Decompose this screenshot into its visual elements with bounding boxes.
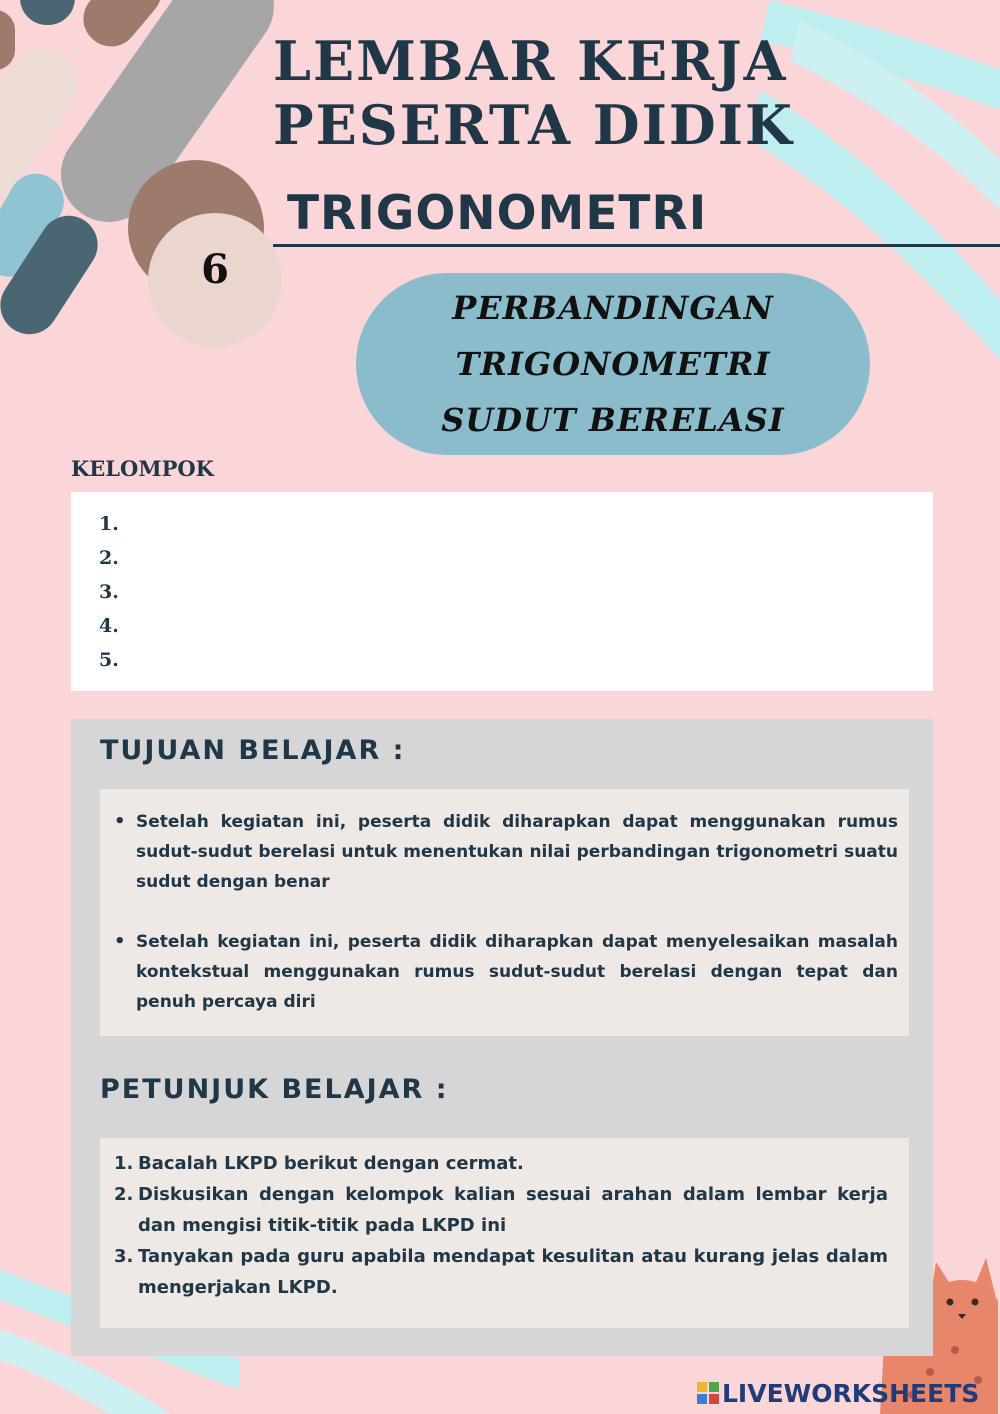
worksheet-number: 6 [201, 246, 229, 293]
group-member-2[interactable]: 2. [99, 547, 119, 569]
instruction-text: Diskusikan dengan kelompok kalian sesuai arahan dalam lembar kerja dan mengisi titik-titik pada LKPD ini [138, 1184, 888, 1236]
instruction-item [114, 1179, 888, 1241]
group-member-1[interactable]: 1. [99, 513, 119, 535]
group-member-5[interactable]: 5. [99, 649, 119, 671]
learning-goals-box [100, 789, 909, 1036]
group-members-box [71, 492, 933, 691]
group-members-list [99, 507, 119, 677]
instruction-item [114, 1148, 888, 1179]
group-member-4[interactable]: 4. [99, 615, 119, 637]
instruction-text: Bacalah LKPD berikut dengan cermat. [138, 1153, 524, 1174]
liveworksheets-mark-icon [697, 1382, 719, 1404]
instruction-number: 1. [114, 1153, 134, 1174]
instruction-number: 3. [114, 1246, 134, 1267]
instruction-text: Tanyakan pada guru apabila mendapat kesulitan atau kurang jelas dalam mengerjakan LKPD. [138, 1246, 888, 1298]
liveworksheets-wordmark: LIVEWORKSHEETS [722, 1378, 980, 1408]
subject-title: TRIGONOMETRI [287, 186, 708, 241]
title-line-2: PESERTA DIDIK [273, 93, 794, 157]
brush-stroke-brown-left [0, 10, 15, 70]
learning-goal-text: Setelah kegiatan ini, peserta didik diharapkan dapat menyelesaikan masalah kontekstual menggunakan rumus sudut-sudut berelasi dengan tepat dan penuh percaya diri [136, 932, 898, 1012]
instructions-heading: PETUNJUK BELAJAR : [100, 1074, 449, 1105]
brush-stroke-navy-top [20, 0, 75, 25]
learning-goal-text: Setelah kegiatan ini, peserta didik diharapkan dapat menggunakan rumus sudut-sudut berelasi untuk menentukan nilai perbandingan trigonometri suatu sudut dengan benar [136, 812, 898, 892]
instructions-box [100, 1138, 909, 1328]
subject-underline [273, 244, 1000, 247]
learning-goals-heading: TUJUAN BELAJAR : [100, 735, 406, 766]
bullet-icon: • [114, 931, 126, 952]
learning-goal-item [114, 807, 898, 897]
learning-goal-item [114, 927, 898, 1017]
group-member-3[interactable]: 3. [99, 581, 119, 603]
topic-title: PERBANDINGAN TRIGONOMETRI SUDUT BERELASI [441, 289, 785, 439]
group-label: KELOMPOK [71, 456, 214, 481]
topic-pill [356, 273, 870, 455]
liveworksheets-logo[interactable] [697, 1376, 979, 1410]
instruction-number: 2. [114, 1184, 134, 1205]
title-line-1: LEMBAR KERJA [273, 29, 788, 93]
instruction-item [114, 1241, 888, 1303]
bullet-icon: • [114, 811, 126, 832]
